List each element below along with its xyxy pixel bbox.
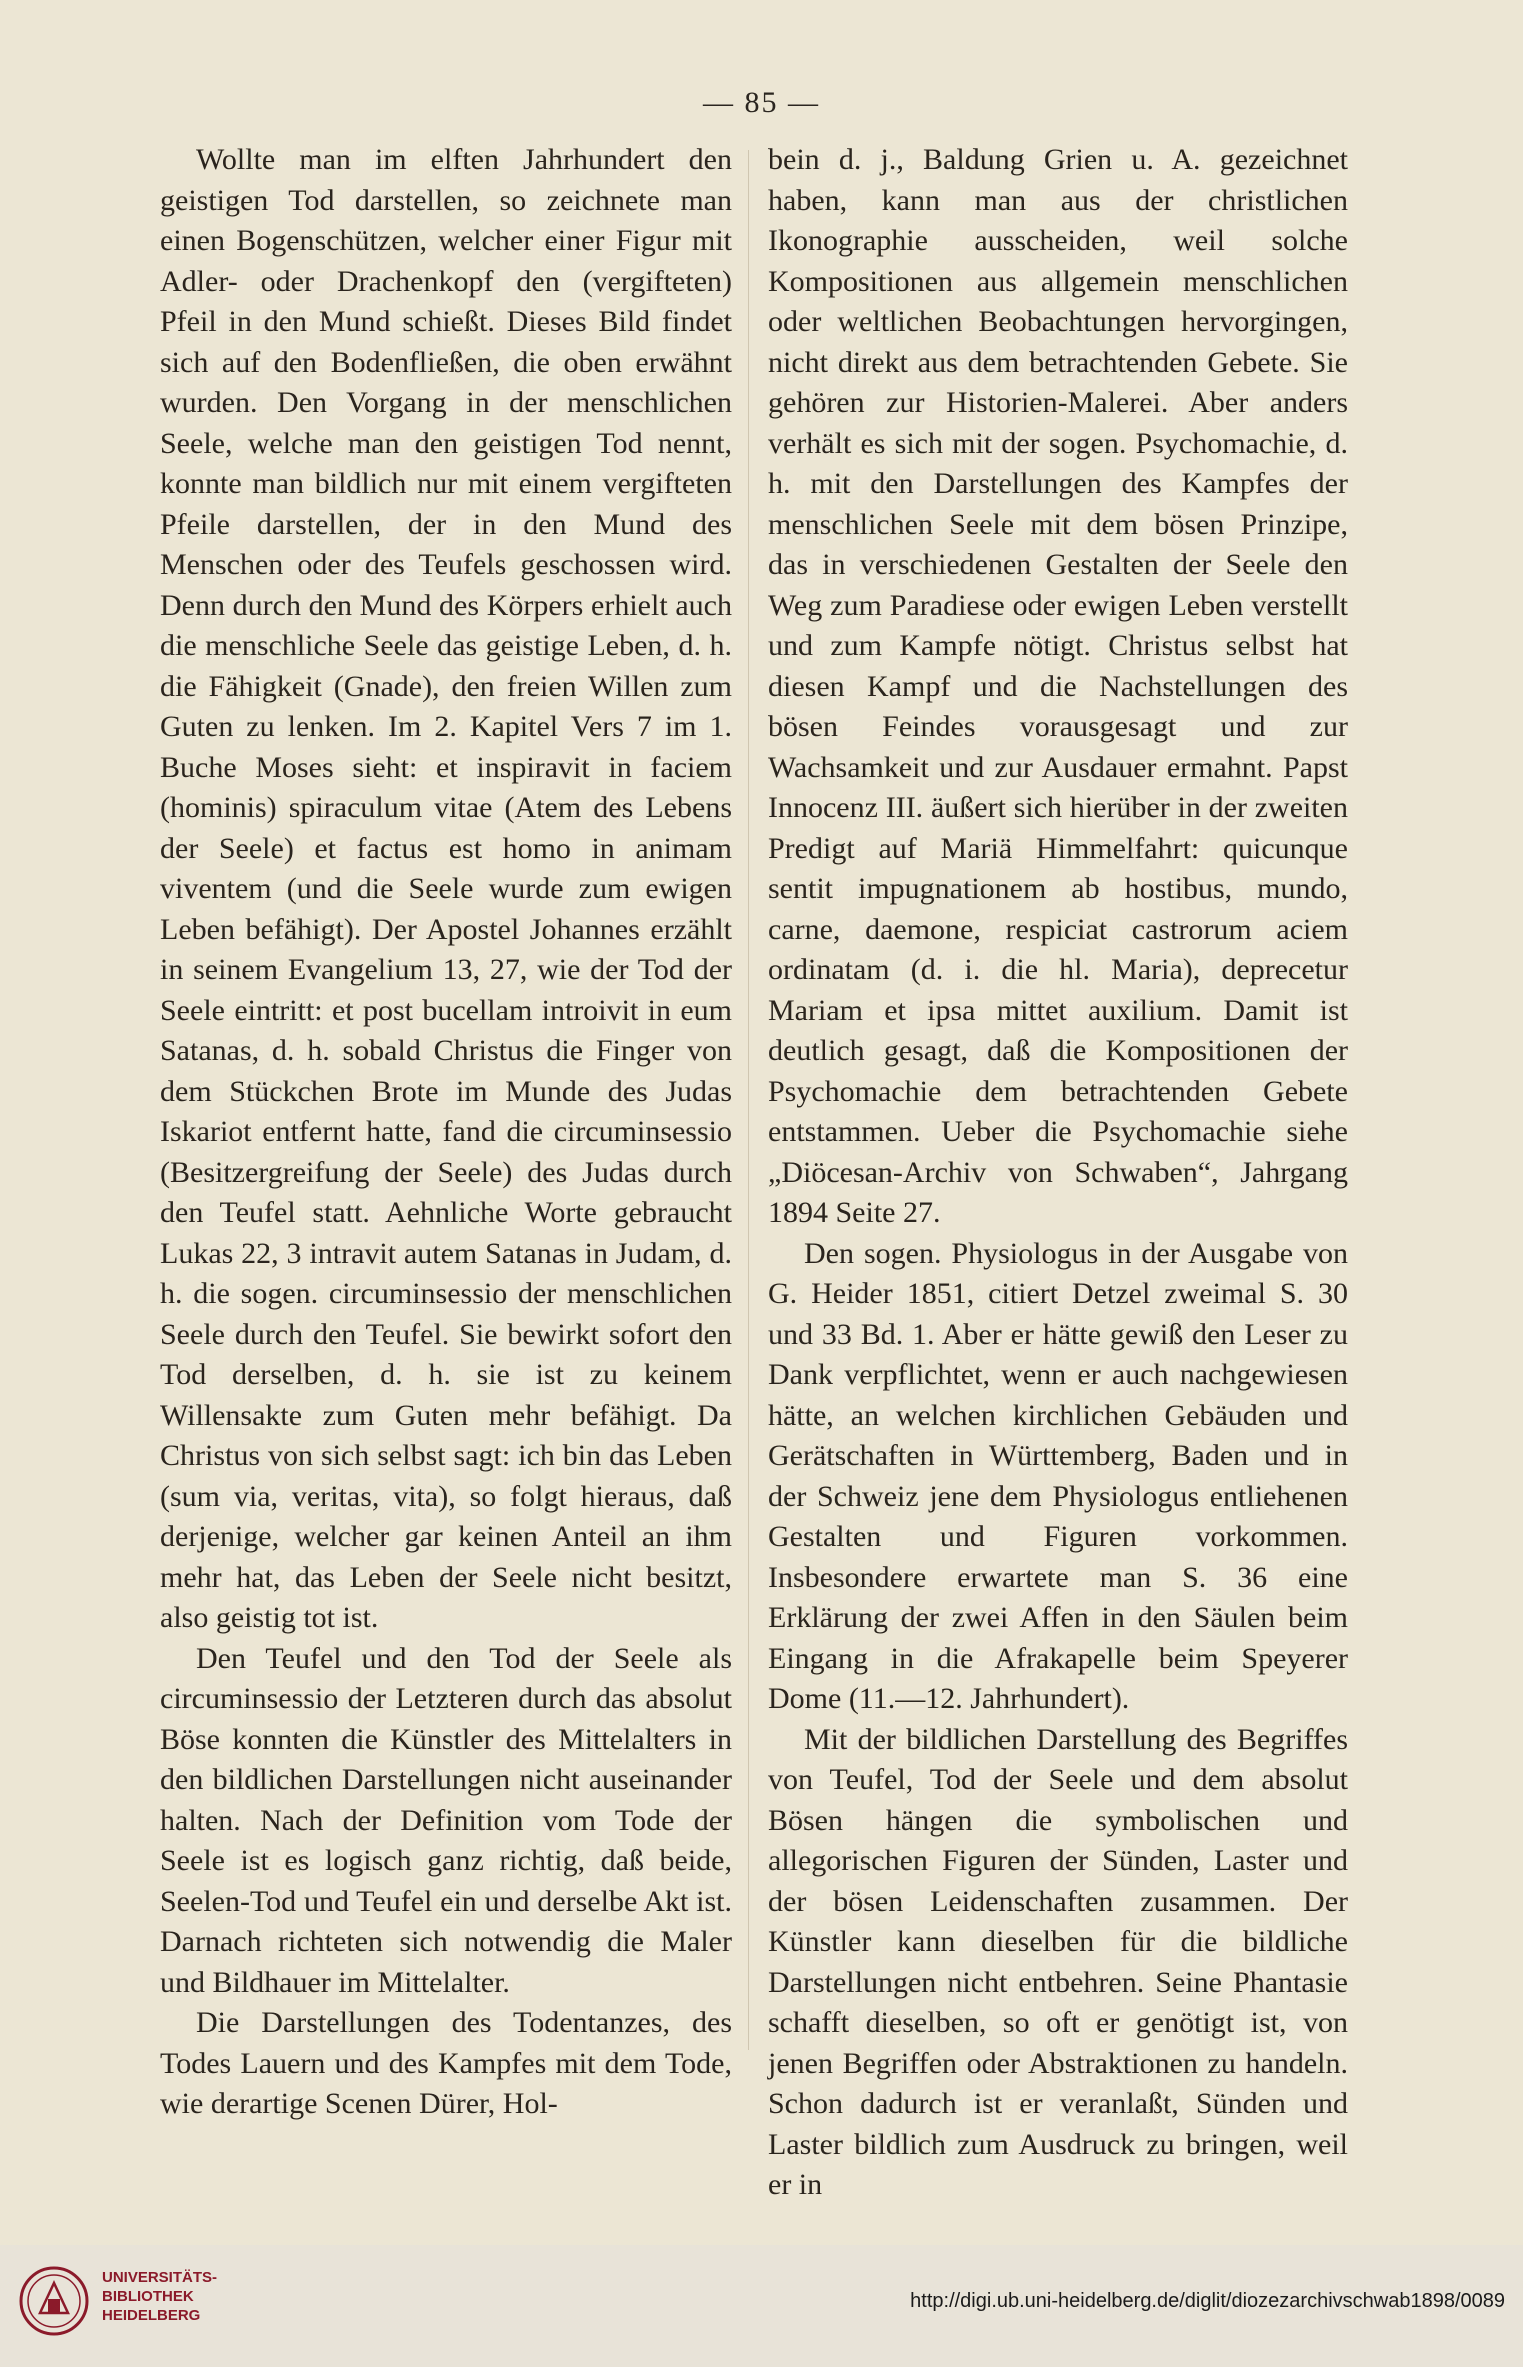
source-url[interactable]: http://digi.ub.uni-heidelberg.de/diglit/diozezarchivschwab1898/0089 — [910, 2290, 1505, 2312]
left-paragraph-1: Wollte man im elften Jahrhundert den geistigen Tod darstellen, so zeichnete man einen Bogenschützen, welcher einer Figur mit Adler- oder Drachenkopf den (vergifteten) Pfeil in den Mund schießt. Dieses Bild findet sich auf den Bodenfließen, die oben erwähnt wurden. Den Vorgang in der menschlichen Seele, welche man den geistigen Tod nennt, konnte man bildlich nur mit einem vergifteten Pfeile darstellen, der in den Mund des Menschen oder des Teufels geschossen wird. Denn durch den Mund des Körpers erhielt auch die menschliche Seele das geistige Leben, d. h. die Fähigkeit (Gnade), den freien Willen zum Guten zu lenken. Im 2. Kapitel Vers 7 im 1. Buche Moses sieht: et inspiravit in faciem (hominis) spiraculum vitae (Atem des Lebens der Seele) et factus est homo in animam viventem (und die Seele wurde zum ewigen Leben befähigt). Der Apostel Johannes erzählt in seinem Evangelium 13, 27, wie der Tod der Seele eintritt: et post bucellam introivit in eum Satanas, d. h. sobald Christus die Finger von dem Stückchen Brote im Munde des Judas Iskariot entfernt hatte, fand die circuminsessio (Besitzergreifung der Seele) des Judas durch den Teufel statt. Aehnliche Worte gebraucht Lukas 22, 3 intravit autem Satanas in Judam, d. h. die sogen. circuminsessio der menschlichen Seele durch den Teufel. Sie bewirkt sofort den Tod derselben, d. h. sie ist zu keinem Willensakte zum Guten mehr befähigt. Da Christus von sich selbst sagt: ich bin das Leben (sum via, veritas, vita), so folgt hieraus, daß derjenige, welcher gar keinen Anteil an ihm mehr hat, das Leben der Seele nicht besitzt, also geistig tot ist. — [160, 143, 732, 1634]
right-paragraph-1: bein d. j., Baldung Grien u. A. gezeichnet haben, kann man aus der christlichen Ikonographie ausscheiden, weil solche Kompositionen aus allgemein menschlichen oder weltlichen Beobachtungen hervorgingen, nicht direkt aus dem betrachtenden Gebete. Sie gehören zur Historien-Malerei. Aber anders verhält es sich mit der sogen. Psychomachie, d. h. mit den Darstellungen des Kampfes der menschlichen Seele mit dem bösen Prinzipe, das in verschiedenen Gestalten der Seele den Weg zum Paradiese oder ewigen Leben verstellt und zum Kampfe nötigt. Christus selbst hat diesen Kampf und die Nachstellungen des bösen Feindes vorausgesagt und zur Wachsamkeit und zur Ausdauer ermahnt. Papst Innocenz III. äußert sich hierüber in der zweiten Predigt auf Mariä Himmelfahrt: quicunque sentit impugnationem ab hostibus, mundo, carne, daemone, respiciat castrorum aciem ordinatam (d. i. die hl. Maria), deprecetur Mariam et ipsa mittet auxilium. Damit ist deutlich gesagt, daß die Kompositionen der Psychomachie dem betrachtenden Gebete entstammen. Ueber die Psychomachie siehe „Diöcesan-Archiv von Schwaben“, Jahrgang 1894 Seite 27. — [768, 143, 1348, 1229]
right-column — [768, 140, 1348, 2206]
column-gutter — [748, 150, 749, 2050]
library-name — [102, 2268, 217, 2325]
right-paragraph-3: Mit der bildlichen Darstellung des Begriffes von Teufel, Tod der Seele und dem absolut Bösen hängen die symbolischen und allegorischen Figuren der Sünden, Laster und der bösen Leidenschaften zusammen. Der Künstler kann dieselben für die bildliche Darstellungen nicht entbehren. Seine Phantasie schafft dieselben, so oft er genötigt ist, von jenen Begriffen oder Abstraktionen zu handeln. Schon dadurch ist er veranlaßt, Sünden und Laster bildlich zum Ausdruck zu bringen, weil er in — [768, 1722, 1348, 2201]
page-number: — 85 — — [703, 86, 820, 119]
university-seal-icon — [18, 2265, 90, 2337]
right-paragraph-2: Den sogen. Physiologus in der Ausgabe von G. Heider 1851, citiert Detzel zweimal S. 30 und 33 Bd. 1. Aber er hätte gewiß den Leser zu Dank verpflichtet, wenn er auch nachgewiesen hätte, an welchen kirchlichen Gebäuden und Gerätschaften in Württemberg, Baden und in der Schweiz jene dem Physiologus entliehenen Gestalten und Figuren vorkommen. Insbesondere erwartete man S. 36 eine Erklärung der zwei Affen in den Säulen beim Eingang in die Afrakapelle beim Speyerer Dome (11.—12. Jahrhundert). — [768, 1236, 1348, 1715]
library-name-line-1: UNIVERSITÄTS- — [102, 2269, 218, 2286]
library-name-line-3: HEIDELBERG — [102, 2307, 201, 2324]
left-paragraph-2: Den Teufel und den Tod der Seele als circuminsessio der Letzteren durch das absolut Böse konnten die Künstler des Mittelalters in den bildlichen Darstellungen nicht auseinander halten. Nach der Definition vom Tode der Seele ist es logisch ganz richtig, daß beide, Seelen-Tod und Teufel ein und derselbe Akt ist. Darnach richteten sich notwendig die Maler und Bildhauer im Mittelalter. — [160, 1641, 732, 1999]
left-column — [160, 140, 732, 2125]
left-paragraph-3: Die Darstellungen des Todentanzes, des Todes Lauern und des Kampfes mit dem Tode, wie derartige Scenen Dürer, Hol- — [160, 2006, 732, 2120]
library-name-line-2: BIBLIOTHEK — [102, 2288, 194, 2305]
